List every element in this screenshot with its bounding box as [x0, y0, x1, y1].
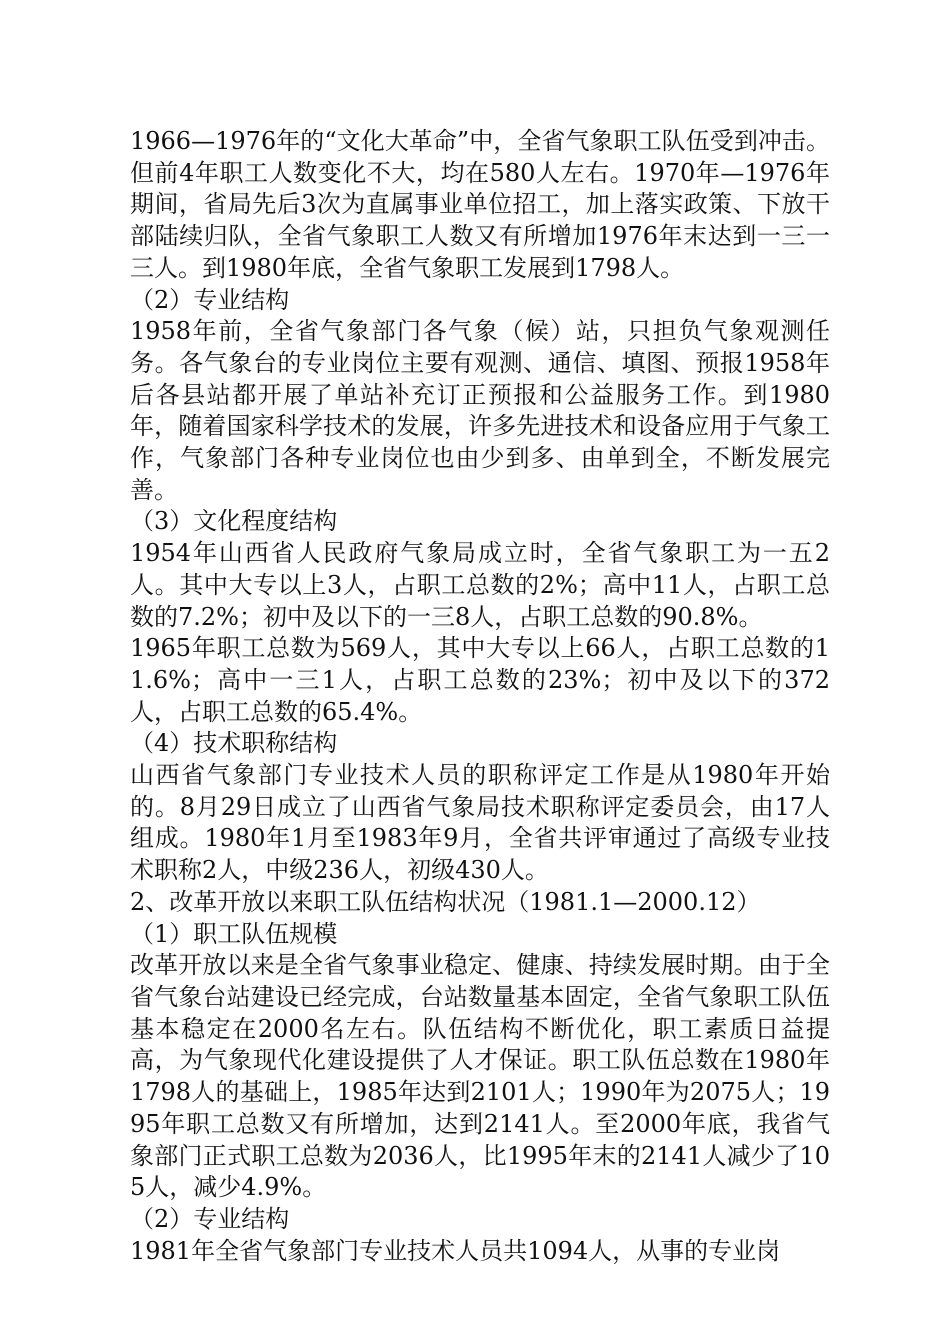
paragraph-professional-1981: 1981年全省气象部门专业技术人员共1094人，从事的专业岗	[130, 1236, 781, 1265]
paragraph-title-evaluation: 山西省气象部门专业技术人员的职称评定工作是从1980年开始的。8月29日成立了山西省气象局技术职称评定委员会，由17人组成。1980年1月至1983年9月，全省共评审通过了高级专业技术职称2人，中级236人，初级430人。	[130, 761, 830, 885]
paragraph-education-1954: 1954年山西省人民政府气象局成立时，全省气象职工为一五2人。其中大专以上3人，占职工总数的2%；高中11人，占职工总数的7.2%；初中及以下的一三8人，占职工总数的90.8%。	[130, 539, 830, 631]
heading-title-structure: （4）技术职称结构	[130, 729, 338, 758]
heading-education-structure: （3）文化程度结构	[130, 507, 338, 536]
heading-workforce-scale: （1）职工队伍规模	[130, 919, 338, 948]
paragraph-education-1965: 1965年职工总数为569人，其中大专以上66人，占职工总数的11.6%；高中一三1人，占职工总数的23%；初中及以下的372人，占职工总数的65.4%。	[130, 634, 830, 726]
paragraph-staff-1966-1980: 1966—1976年的“文化大革命”中，全省气象职工队伍受到冲击。但前4年职工人数变化不大，均在580人左右。1970年—1976年期间，省局先后3次为直属事业单位招工，加上落实政策、下放干部陆续归队，全省气象职工人数又有所增加1976年末达到一三一三人。到1980年底，全省气象职工发展到1798人。	[130, 127, 830, 282]
paragraph-professional-before-1980: 1958年前，全省气象部门各气象（候）站，只担负气象观测任务。各气象台的专业岗位主要有观测、通信、填图、预报1958年后各县站都开展了单站补充订正预报和公益服务工作。到1980年，随着国家科学技术的发展，许多先进技术和设备应用于气象工作，气象部门各种专业岗位也由少到多、由单到全，不断发展完善。	[130, 317, 830, 504]
document-page	[130, 126, 830, 1267]
heading-professional-structure: （2）专业结构	[130, 285, 290, 314]
paragraph-workforce-scale: 改革开放以来是全省气象事业稳定、健康、持续发展时期。由于全省气象台站建设已经完成，台站数量基本固定，全省气象职工队伍基本稳定在2000名左右。队伍结构不断优化，职工素质日益提高，为气象现代化建设提供了人才保证。职工队伍总数在1980年1798人的基础上，1985年达到2101人；1990年为2075人；1995年职工总数又有所增加，达到2141人。至2000年底，我省气象部门正式职工总数为2036人，比1995年末的2141人减少了105人，减少4.9%。	[130, 951, 830, 1202]
heading-section-2-reform-era: 2、改革开放以来职工队伍结构状况（1981.1—2000.12）	[130, 887, 761, 916]
heading-professional-structure-2: （2）专业结构	[130, 1204, 290, 1233]
